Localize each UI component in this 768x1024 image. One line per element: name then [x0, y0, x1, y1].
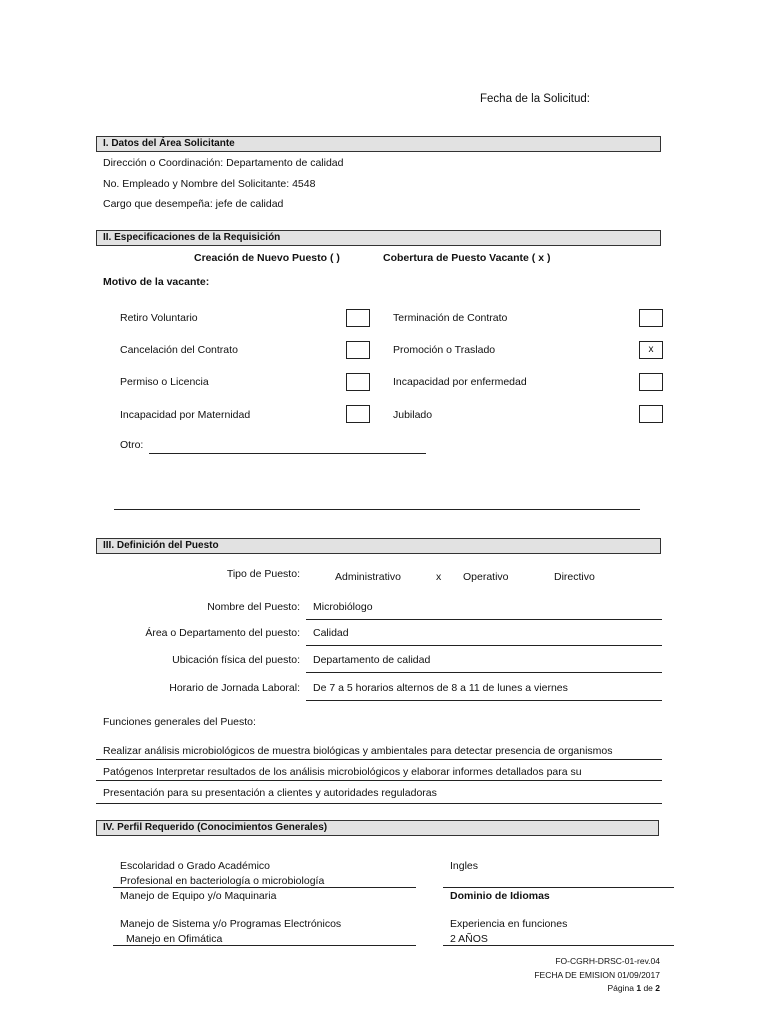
motivo-label: Motivo de la vacante:	[103, 276, 210, 288]
field-underline	[306, 645, 662, 646]
option-label: Incapacidad por Maternidad	[120, 409, 251, 421]
option-label: Retiro Voluntario	[120, 312, 198, 324]
option-checkbox[interactable]	[346, 405, 370, 423]
funcion-line: Patógenos Interpretar resultados de los análisis microbiológicos y elaborar informes detallados para su	[103, 766, 582, 778]
fecha-solicitud-label: Fecha de la Solicitud:	[480, 93, 590, 105]
perfil-item: Ingles	[450, 860, 479, 872]
page-de: de	[641, 983, 656, 993]
section-3-title: III. Definición del Puesto	[96, 538, 661, 554]
option-checkbox[interactable]	[346, 341, 370, 359]
perfil-item: Experiencia en funciones	[450, 918, 568, 930]
perfil-item: Dominio de Idiomas	[450, 890, 550, 902]
field-underline	[306, 672, 662, 673]
tipo-puesto-label: Tipo de Puesto:	[226, 568, 300, 580]
direccion-field: Dirección o Coordinación: Departamento de calidad	[103, 157, 344, 169]
cargo-field: Cargo que desempeña: jefe de calidad	[103, 198, 284, 210]
option-label: Cancelación del Contrato	[120, 344, 238, 356]
field-value: Departamento de calidad	[313, 654, 431, 666]
cobertura-puesto-vacante: Cobertura de Puesto Vacante ( x )	[383, 252, 551, 264]
pagina-prefix: Página	[607, 983, 637, 993]
field-underline	[306, 700, 662, 701]
otro-input-line[interactable]	[149, 453, 426, 454]
otro-label: Otro:	[120, 439, 144, 451]
funcion-line: Presentación para su presentación a clientes y autoridades reguladoras	[103, 787, 437, 799]
tipo-option: Administrativo	[335, 571, 401, 583]
perfil-underline	[113, 945, 416, 946]
funcion-underline	[96, 803, 662, 804]
perfil-item: Manejo de Sistema y/o Programas Electrónicos	[120, 918, 342, 930]
fecha-emision: FECHA DE EMISION 01/09/2017	[534, 970, 660, 980]
perfil-underline	[443, 887, 674, 888]
creacion-nuevo-puesto: Creación de Nuevo Puesto ( )	[194, 252, 340, 264]
page-number: 1	[636, 983, 642, 993]
otro-extra-line[interactable]	[114, 509, 640, 510]
perfil-item: 2 AÑOS	[450, 933, 488, 945]
option-checkbox[interactable]	[639, 373, 663, 391]
section-2-title: II. Especificaciones de la Requisición	[96, 230, 661, 246]
funcion-underline	[96, 780, 662, 781]
field-value: De 7 a 5 horarios alternos de 8 a 11 de lunes a viernes	[313, 682, 568, 694]
empleado-field: No. Empleado y Nombre del Solicitante: 4548	[103, 178, 316, 190]
option-label: Permiso o Licencia	[120, 376, 209, 388]
tipo-option: Operativo	[463, 571, 509, 583]
tipo-option: Directivo	[554, 571, 595, 583]
field-label: Área o Departamento del puesto:	[145, 627, 300, 639]
perfil-underline	[113, 887, 416, 888]
option-label: Incapacidad por enfermedad	[393, 376, 527, 388]
funcion-underline	[96, 759, 662, 760]
perfil-item: Escolaridad o Grado Académico	[120, 860, 270, 872]
perfil-item: Profesional en bacteriología o microbiología	[120, 875, 325, 887]
field-underline	[306, 619, 662, 620]
section-1-title: I. Datos del Área Solicitante	[96, 136, 661, 152]
field-label: Nombre del Puesto:	[207, 601, 300, 613]
option-label: Promoción o Traslado	[393, 344, 496, 356]
form-code: FO-CGRH-DRSC-01-rev.04	[555, 956, 660, 966]
option-checkbox[interactable]	[639, 309, 663, 327]
option-checkbox[interactable]: x	[639, 341, 663, 359]
field-label: Horario de Jornada Laboral:	[169, 682, 300, 694]
page-total: 2	[655, 983, 660, 993]
option-checkbox[interactable]	[346, 309, 370, 327]
field-value: Microbiólogo	[313, 601, 373, 613]
page-indicator	[460, 983, 660, 993]
perfil-underline	[443, 945, 674, 946]
funcion-line: Realizar análisis microbiológicos de muestra biológicas y ambientales para detectar presencia de organismos	[103, 745, 613, 757]
option-label: Jubilado	[393, 409, 433, 421]
perfil-item: Manejo de Equipo y/o Maquinaria	[120, 890, 277, 902]
option-label: Terminación de Contrato	[393, 312, 508, 324]
section-4-title: IV. Perfil Requerido (Conocimientos Generales)	[96, 820, 659, 836]
option-checkbox[interactable]	[346, 373, 370, 391]
field-label: Ubicación física del puesto:	[172, 654, 300, 666]
field-value: Calidad	[313, 627, 349, 639]
tipo-mark: x	[436, 571, 442, 583]
option-checkbox[interactable]	[639, 405, 663, 423]
perfil-item: Manejo en Ofimática	[126, 933, 223, 945]
funciones-label: Funciones generales del Puesto:	[103, 716, 256, 728]
